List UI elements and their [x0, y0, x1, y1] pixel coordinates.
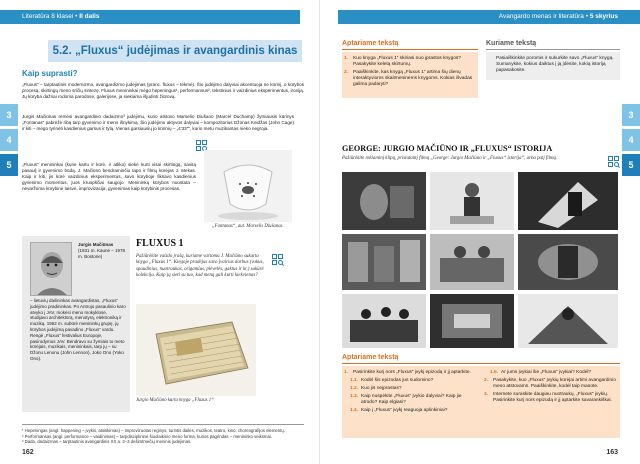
- chapter-name: 5 skyrius: [589, 13, 618, 20]
- task-item: 2. Paaiškinkite, kas knygą „Fluxus 1“ artima šių dienų interaktyvioms skaitmeninėms knygoms. Kokias išvadas galima padaryti?: [344, 70, 473, 87]
- photo-image: [430, 234, 514, 290]
- photo-image: [518, 234, 618, 290]
- footnote-2: ² Performansas (angl. performance – vaidinimas) – tarpdisciplininė šiuolaikinio meno forma, kurios pagrindas – menininko veiksmai.: [22, 433, 273, 439]
- edge-tab-5[interactable]: 5: [622, 154, 640, 176]
- edge-tab-3[interactable]: 3: [622, 104, 640, 126]
- book-title: Literatūra 8 klasei: [22, 13, 74, 20]
- fluxus-photo-6: [518, 234, 618, 290]
- bio-years: (1931 m. Kaune – 1978 m. Bostone): [78, 247, 126, 259]
- macciunas-portrait: [30, 242, 72, 296]
- edge-tab-4[interactable]: 4: [622, 129, 640, 151]
- kuriame-heading: Kuriame tekstą: [486, 40, 620, 50]
- george-lead: Pažiūrėkite reklaminį klipą, pristatantį filmą „George: Jurgio Mačiūno ir „Fluxus“ istorija“, arba patį filmą.: [342, 156, 558, 161]
- page-number-right: 163: [606, 449, 618, 456]
- fluxus-book-image: [136, 304, 256, 396]
- task-item: 3. Internete suraskite daugiau nuotraukų, „Fluxus“ įvykių. Pasirinkite kurį nors epizodą ir jį aptarkite savarankiškai.: [484, 392, 612, 403]
- edge-tab-4[interactable]: 4: [0, 129, 18, 151]
- page-number-left: 162: [22, 449, 34, 456]
- photo-image: [518, 294, 618, 348]
- bio-name: Jurgis Mačiūnas: [78, 242, 114, 247]
- biography-box: [22, 236, 130, 412]
- right-header-bar: Avangardo menas ir literatūra • 5 skyrius: [338, 10, 640, 24]
- video-search-icon[interactable]: [608, 156, 620, 168]
- photo-image: [342, 294, 426, 348]
- kaip-suprasti-heading: Kaip suprasti?: [22, 69, 78, 78]
- fluxus-book-caption: Jurgio Mačiūno kurta knyga „Fluxus 1“: [136, 398, 214, 403]
- portrait-image: [31, 243, 72, 296]
- photo-image: [342, 172, 426, 230]
- right-page: [320, 0, 640, 464]
- fountain-caption: „Fontanas“, aut. Marselis Diušanas: [212, 224, 283, 229]
- paragraph-block-3: [22, 162, 196, 193]
- fluxus-intro: Pažiūrėkite vaizdo įrašą, kuriame vartoma J. Mačiūno sukurta knyga „Fluxus 1“. Kiegoje pradėjus savo įvairius darbus (vokus, spaudinius, nuotraukas, origamius, plėvelės, gaktus ir kt.) sukūrė kolekcija. Kaip ją sieti su tuo, kad meną gali kurti kiekvienas?: [136, 254, 264, 278]
- fluxus-photo-4: [342, 234, 426, 290]
- left-header-bar: Literatūra 8 klasei • II dalis: [0, 10, 300, 24]
- photo-image: [342, 234, 426, 290]
- section-name: Avangardo menas ir literatūra: [498, 13, 584, 20]
- fluxus-photo-7: [342, 294, 426, 348]
- task-item: 1. Kuo knyga „Fluxus 1“ skiriasi nuo įprastos knygos? Pasakykite keletą skirtumų.: [344, 56, 461, 67]
- kuriame-text: Pasiaiškinkite poromis ir sukurkite savo „Fluxus“ knygą. Sumanykite, kokius daiktus į ją įdėsite, kokią istoriją papasakosite.: [496, 56, 614, 73]
- task-list-2: [344, 370, 476, 416]
- fluxus-photo-2: [430, 172, 514, 230]
- task-item: 2. Pasakykite, kuo „Fluxus“ įvykių kūrėjai artimi avangardinio meno atstovams. Paaiškinkite, kodėl taip manote.: [484, 378, 616, 389]
- fluxus-photo-9: [518, 294, 618, 348]
- left-edge-tabs: [0, 104, 18, 179]
- footnotes: [22, 424, 304, 445]
- task-item: 1.2. Kuo jis neįprastas?: [350, 386, 402, 391]
- task-item: 1.5. Ar jums įvykiai šie „Fluxus“ įvykiai? Kodėl?: [490, 370, 592, 375]
- aptariame-heading-2: Aptariame tekstą: [342, 354, 620, 364]
- video-search-icon[interactable]: [272, 254, 284, 266]
- fluxus-photo-1: [342, 172, 426, 230]
- paragraph-1: „Fluxus“ – tarptautinis modernizmo, avangardizmo judėjimas (pranc. fluxus – tėkmė). Šio judėjimo dalyviai akcentuoja ne kūrinį, o kūrybos procesą, skirtingų meno sričių sintezę. Fluxus menininkai mėgo hepeningus¹, performansus², tekstinius ir vaizdinius eksperimentus, ironiją. Jų kūryba dažnai rodoma parodose, galerijose, ja siekiama išjudinti žiūrovą.: [22, 82, 304, 99]
- paragraph-2: Jurgis Mačiūnas rėmėsi avangardinio dadaizmo³ judėjimu, kurio atstovo Marselio Diušano (Marcel Duchamp) žymiausis kūrinys „Fontanas“ pabrėžė ribą tarp gyvenimo ir meno išnykimą. Šio judėjimo aktyvūs dalyviai – kompozitorius Džonas Keidžas (John Cage) ir kiti – mėgo tyrinėti kasdienius garsus ir tylą. Vienas garsiausių jo kūrinių – „4′33″“, kurio metu muzikantas nieko negroja.: [22, 114, 294, 131]
- edge-tab-5[interactable]: 5: [0, 154, 18, 176]
- bio-text: – lietuvių dailininkas avangardistas, „Fluxus“ judėjimo pradininkas. Po Antrojo pasaulinio karo atvyko į JAV, mokėsi meno mokyklose, studijavo architektūrą, menotyrą, elektroniką ir muziką. 1962 m. subūrė menininkų grupę, jų kūrybos judėjimą pavadino „Fluxus“ vardu. Rengė „Fluxus“ festivalius Europoje, pasirodymus JAV. Bendravo su žymiais to meto kūrėjais, muzikais, menininkais, tarp jų – su Džonu Lenonu (John Lennon), Joko Ono (Yoko Ono).: [30, 298, 126, 361]
- task-item: 1.4. Kaip į „Fluxus“ įvykį reaguoja aplinkiniai?: [350, 408, 448, 413]
- edge-tab-3[interactable]: 3: [0, 104, 18, 126]
- photo-image: [430, 294, 514, 348]
- task-item: 1. Pasirinkite kurį nors „Fluxus“ įvykį epizodą ir jį aptarkite.: [344, 370, 471, 375]
- right-edge-tabs: [622, 104, 640, 179]
- george-section-title: GEORGE: JURGIO MAČIŪNO IR „FLUXUS“ ISTORIJA: [342, 144, 553, 153]
- task-item: 1.3. Kaip nuspėkite „Fluxus“ įvykio dalyviai? Kaip jie atrodo? Kaip elgiasi?: [350, 394, 462, 405]
- photo-image: [518, 172, 618, 230]
- task-item: 1.1. Kodėl šis epizodas jus sudomino?: [350, 378, 434, 383]
- book-part: II dalis: [79, 13, 100, 20]
- section-title: 5.2. „Fluxus“ judėjimas ir avangardinis kinas: [48, 40, 302, 62]
- photo-image: [430, 172, 514, 230]
- aptariame-heading-1: Aptariame tekstą: [342, 40, 478, 50]
- task-list-1: [344, 56, 476, 90]
- paragraph-block-2: [22, 114, 294, 133]
- paragraph-3: „Fluxus“ menininkai (kurie kartu ir kūrė, ir atliko) siekė kurti visai skirtingą, savitą pasaulį ir gyvenimo būdą. J. Mačiūno bendraminčiu tapo ir filmų kūrėjas J. Mekas. Kaip ir kiti, jis kūrė vaizdinius eksperimentus, savo kūryboje fiksavo kasdienius gyvenimo momentus, juos kruopščiai saugojo. Menininkų kūrybos nuostata – nevaržoma kūrybinė laisvė, improvizacija, gyvenimas kaip kūrybinis procesas.: [22, 162, 196, 191]
- fluxus-photo-5: [430, 234, 514, 290]
- fountain-photo: [204, 150, 292, 222]
- fluxus-book-photo: [136, 304, 256, 396]
- task-list-3: [484, 370, 616, 406]
- intro-paragraph: [22, 82, 304, 101]
- footnote-3: ³ Dada, dadaizmas – tarptautinis avangardinis XX a. 2–3 dešimtmečių meninis judėjimas.: [22, 439, 192, 445]
- fountain-urinal-image: [204, 150, 292, 222]
- footnote-1: ¹ Hepeningas (angl. happening – įvykis, atsitikimas) – improvizuotas reginys, turintis dailės, muzikos, teatro, kino, choreografijos elementų.: [22, 428, 285, 433]
- fluxus-1-title: FLUXUS 1: [136, 238, 184, 249]
- fluxus-photo-3: [518, 172, 618, 230]
- fluxus-photo-8: [430, 294, 514, 348]
